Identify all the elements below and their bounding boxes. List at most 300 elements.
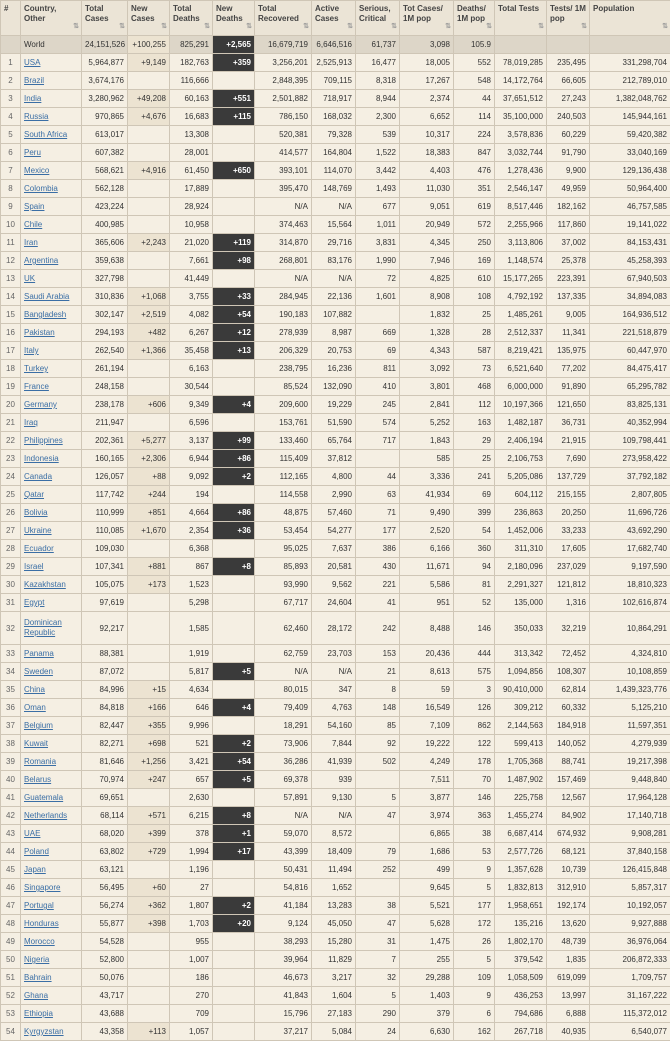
cell-country[interactable] (21, 126, 82, 144)
country-link[interactable]: Italy (24, 346, 39, 355)
cell-serious-critical: 63 (356, 486, 400, 504)
header-total-tests[interactable] (495, 1, 547, 36)
country-link[interactable]: Portugal (24, 901, 54, 910)
cell-country[interactable] (21, 771, 82, 789)
cell-country[interactable] (21, 540, 82, 558)
table-row (1, 198, 670, 216)
cell-total-tests: 3,578,836 (495, 126, 547, 144)
cell-total-cases: 613,017 (82, 126, 128, 144)
cell-total-deaths: 5,817 (170, 663, 213, 681)
cell-new-deaths: +99 (213, 432, 255, 450)
cell-total-recovered: 284,945 (255, 288, 312, 306)
cell-country[interactable] (21, 450, 82, 468)
cell-total-cases: 310,836 (82, 288, 128, 306)
cell-cases-per-million: 5,586 (400, 576, 454, 594)
country-link[interactable]: Peru (24, 148, 41, 157)
header-population[interactable] (590, 1, 670, 36)
cell-deaths-per-million: 162 (454, 1023, 495, 1041)
country-link[interactable]: Ukraine (24, 526, 52, 535)
cell-country[interactable] (21, 558, 82, 576)
table-row (1, 450, 670, 468)
cell-total-tests: 135,216 (495, 915, 547, 933)
cell-deaths-per-million: 52 (454, 594, 495, 612)
cell-tests-per-million: 619,099 (547, 969, 590, 987)
cell-deaths-per-million: 862 (454, 717, 495, 735)
cell-cases-per-million: 3,877 (400, 789, 454, 807)
cell-total-cases: 3,280,962 (82, 90, 128, 108)
cell-rank: 15 (1, 306, 21, 324)
cell-country[interactable] (21, 969, 82, 987)
country-link[interactable]: Belgium (24, 721, 53, 730)
cell-cases-per-million: 499 (400, 861, 454, 879)
cell-population: 40,352,994 (590, 414, 670, 432)
country-link[interactable]: South Africa (24, 130, 67, 139)
cell-total-deaths: 378 (170, 825, 213, 843)
country-link[interactable]: Canada (24, 472, 52, 481)
cell-country[interactable] (21, 807, 82, 825)
cell-total-deaths: 13,308 (170, 126, 213, 144)
cell-cases-per-million: 19,222 (400, 735, 454, 753)
country-link[interactable]: Panama (24, 649, 54, 658)
cell-country[interactable] (21, 897, 82, 915)
cell-population: 9,197,590 (590, 558, 670, 576)
cell-total-recovered: 38,293 (255, 933, 312, 951)
header-label: Population (593, 4, 634, 13)
cell-cases-per-million: 1,475 (400, 933, 454, 951)
cell-tests-per-million: 6,888 (547, 1005, 590, 1023)
cell-country[interactable] (21, 306, 82, 324)
cell-new-cases: +482 (128, 324, 170, 342)
country-link[interactable]: Kuwait (24, 739, 48, 748)
cell-country[interactable] (21, 36, 82, 54)
cell-new-deaths: +650 (213, 162, 255, 180)
cell-total-deaths: 6,215 (170, 807, 213, 825)
table-row (1, 414, 670, 432)
header-deaths-per-million[interactable] (454, 1, 495, 36)
cell-total-recovered: 520,381 (255, 126, 312, 144)
cell-new-deaths (213, 414, 255, 432)
header-total-recovered[interactable] (255, 1, 312, 36)
country-link[interactable]: Egypt (24, 598, 44, 607)
cell-total-recovered: 50,431 (255, 861, 312, 879)
sort-arrows-icon[interactable]: ⇅ (662, 22, 668, 32)
cell-population: 17,140,718 (590, 807, 670, 825)
cell-tests-per-million: 66,605 (547, 72, 590, 90)
header-total-cases[interactable] (82, 1, 128, 36)
cell-total-recovered: 85,893 (255, 558, 312, 576)
country-link[interactable]: Netherlands (24, 811, 67, 820)
header-label: New Deaths (216, 4, 243, 23)
cell-serious-critical: 1,493 (356, 180, 400, 198)
country-link[interactable]: World (24, 40, 45, 49)
cell-serious-critical: 717 (356, 432, 400, 450)
cell-new-deaths (213, 645, 255, 663)
country-link[interactable]: Kyrgyzstan (24, 1027, 64, 1036)
cell-cases-per-million: 3,974 (400, 807, 454, 825)
cell-country[interactable] (21, 699, 82, 717)
cell-country[interactable] (21, 645, 82, 663)
cell-country[interactable] (21, 789, 82, 807)
cell-rank: 22 (1, 432, 21, 450)
cell-country[interactable] (21, 468, 82, 486)
cell-country[interactable] (21, 612, 82, 645)
cell-country[interactable] (21, 360, 82, 378)
cell-country[interactable] (21, 915, 82, 933)
cell-active-cases: 15,564 (312, 216, 356, 234)
cell-serious-critical: 252 (356, 861, 400, 879)
cell-total-tests: 3,113,806 (495, 234, 547, 252)
cell-active-cases: 1,652 (312, 879, 356, 897)
sort-arrows-icon[interactable]: ⇅ (445, 22, 451, 32)
cell-deaths-per-million: 146 (454, 612, 495, 645)
cell-total-recovered: 133,460 (255, 432, 312, 450)
cell-serious-critical: 539 (356, 126, 400, 144)
country-link[interactable]: China (24, 685, 45, 694)
cell-new-deaths: +98 (213, 252, 255, 270)
sort-arrows-icon[interactable]: ⇅ (391, 22, 397, 32)
country-link[interactable]: Brazil (24, 76, 44, 85)
country-link[interactable]: Philippines (24, 436, 63, 445)
cell-active-cases: 16,236 (312, 360, 356, 378)
cell-total-deaths: 5,298 (170, 594, 213, 612)
country-link[interactable]: Turkey (24, 364, 48, 373)
country-link[interactable]: Germany (24, 400, 57, 409)
cell-country[interactable] (21, 951, 82, 969)
country-link[interactable]: UK (24, 274, 35, 283)
sort-arrows-icon[interactable]: ⇅ (303, 22, 309, 32)
country-link[interactable]: Singapore (24, 883, 60, 892)
country-link[interactable]: Ecuador (24, 544, 54, 553)
cell-tests-per-million: 135,975 (547, 342, 590, 360)
cell-new-cases: +113 (128, 1023, 170, 1041)
cell-deaths-per-million: 444 (454, 645, 495, 663)
cell-cases-per-million: 379 (400, 1005, 454, 1023)
cell-deaths-per-million: 38 (454, 825, 495, 843)
header-label: Active Cases (315, 4, 339, 23)
country-link[interactable]: Guatemala (24, 793, 63, 802)
country-link[interactable]: Sweden (24, 667, 53, 676)
cell-total-cases: 92,217 (82, 612, 128, 645)
cell-country[interactable] (21, 861, 82, 879)
country-link[interactable]: Pakistan (24, 328, 55, 337)
cell-new-cases (128, 951, 170, 969)
table-row (1, 90, 670, 108)
cell-country[interactable] (21, 414, 82, 432)
cell-rank: 20 (1, 396, 21, 414)
country-link[interactable]: UAE (24, 829, 40, 838)
sort-arrows-icon[interactable]: ⇅ (246, 22, 252, 32)
country-link[interactable]: Oman (24, 703, 46, 712)
cell-total-tests: 313,342 (495, 645, 547, 663)
cell-serious-critical: 61,737 (356, 36, 400, 54)
cell-country[interactable] (21, 54, 82, 72)
cell-serious-critical: 177 (356, 522, 400, 540)
header-new-deaths[interactable] (213, 1, 255, 36)
cell-total-tests: 311,310 (495, 540, 547, 558)
cell-country[interactable] (21, 432, 82, 450)
cell-deaths-per-million: 172 (454, 915, 495, 933)
cell-country[interactable] (21, 594, 82, 612)
cell-country[interactable] (21, 825, 82, 843)
cell-active-cases: 29,716 (312, 234, 356, 252)
country-link[interactable]: Bolivia (24, 508, 48, 517)
cell-new-deaths: +36 (213, 522, 255, 540)
cell-country[interactable] (21, 879, 82, 897)
country-link[interactable]: Colombia (24, 184, 58, 193)
cell-active-cases: 5,084 (312, 1023, 356, 1041)
header-cases-per-million[interactable] (400, 1, 454, 36)
cell-cases-per-million: 4,343 (400, 342, 454, 360)
cell-total-cases: 81,646 (82, 753, 128, 771)
country-link[interactable]: Morocco (24, 937, 55, 946)
country-link[interactable]: Poland (24, 847, 49, 856)
cell-total-tests: 2,546,147 (495, 180, 547, 198)
country-link[interactable]: Dominican Republic (24, 618, 78, 638)
sort-arrows-icon[interactable]: ⇅ (581, 22, 587, 32)
cell-total-cases: 261,194 (82, 360, 128, 378)
table-row (1, 735, 670, 753)
sort-arrows-icon[interactable]: ⇅ (204, 22, 210, 32)
country-link[interactable]: Ethiopia (24, 1009, 53, 1018)
cell-total-recovered: 18,291 (255, 717, 312, 735)
cell-total-deaths: 28,924 (170, 198, 213, 216)
cell-rank: 24 (1, 468, 21, 486)
cell-total-tests: 1,278,436 (495, 162, 547, 180)
cell-serious-critical: 92 (356, 735, 400, 753)
world-row (1, 36, 670, 54)
sort-arrows-icon[interactable]: ⇅ (486, 22, 492, 32)
country-link[interactable]: Spain (24, 202, 44, 211)
cell-serious-critical: 79 (356, 843, 400, 861)
cell-country[interactable] (21, 717, 82, 735)
cell-tests-per-million: 11,341 (547, 324, 590, 342)
cell-country[interactable] (21, 216, 82, 234)
cell-country[interactable] (21, 234, 82, 252)
cell-total-deaths: 1,585 (170, 612, 213, 645)
cell-serious-critical: 71 (356, 504, 400, 522)
country-link[interactable]: Chile (24, 220, 42, 229)
cell-new-deaths (213, 594, 255, 612)
country-link[interactable]: Bangladesh (24, 310, 66, 319)
cell-total-recovered: 115,409 (255, 450, 312, 468)
country-link[interactable]: Saudi Arabia (24, 292, 69, 301)
header-label: Serious, Critical (359, 4, 391, 23)
cell-total-recovered: 93,990 (255, 576, 312, 594)
cell-country[interactable] (21, 288, 82, 306)
cell-country[interactable] (21, 180, 82, 198)
cell-cases-per-million: 3,336 (400, 468, 454, 486)
cell-deaths-per-million: 81 (454, 576, 495, 594)
header-active-cases[interactable] (312, 1, 356, 36)
cell-cases-per-million: 17,267 (400, 72, 454, 90)
cell-country[interactable] (21, 987, 82, 1005)
cell-country[interactable] (21, 576, 82, 594)
country-link[interactable]: Mexico (24, 166, 49, 175)
cell-rank (1, 36, 21, 54)
cell-serious-critical: 290 (356, 1005, 400, 1023)
table-row (1, 825, 670, 843)
country-link[interactable]: Qatar (24, 490, 44, 499)
cell-rank: 37 (1, 717, 21, 735)
country-link[interactable]: Argentina (24, 256, 58, 265)
cell-total-deaths: 17,889 (170, 180, 213, 198)
cell-tests-per-million: 91,890 (547, 378, 590, 396)
header-total-deaths[interactable] (170, 1, 213, 36)
sort-arrows-icon[interactable]: ⇅ (119, 22, 125, 32)
cell-deaths-per-million: 575 (454, 663, 495, 681)
cell-country[interactable] (21, 90, 82, 108)
cell-rank: 8 (1, 180, 21, 198)
country-link[interactable]: Honduras (24, 919, 59, 928)
cell-new-deaths: +5 (213, 771, 255, 789)
cell-total-deaths: 4,082 (170, 306, 213, 324)
cell-cases-per-million: 1,403 (400, 987, 454, 1005)
cell-country[interactable] (21, 522, 82, 540)
cell-total-tests: 15,177,265 (495, 270, 547, 288)
cell-tests-per-million: 235,495 (547, 54, 590, 72)
cell-new-cases: +1,256 (128, 753, 170, 771)
cell-country[interactable] (21, 72, 82, 90)
cell-population: 31,167,222 (590, 987, 670, 1005)
cell-cases-per-million: 11,030 (400, 180, 454, 198)
table-row (1, 699, 670, 717)
cell-population: 10,864,291 (590, 612, 670, 645)
country-link[interactable]: Bahrain (24, 973, 52, 982)
cell-serious-critical: 47 (356, 807, 400, 825)
cell-country[interactable] (21, 843, 82, 861)
cell-country[interactable] (21, 396, 82, 414)
header-rank[interactable] (1, 1, 21, 36)
cell-total-cases: 248,158 (82, 378, 128, 396)
cell-cases-per-million: 585 (400, 450, 454, 468)
cell-new-deaths (213, 612, 255, 645)
country-link[interactable]: USA (24, 58, 40, 67)
cell-total-recovered: 268,801 (255, 252, 312, 270)
cell-tests-per-million: 157,469 (547, 771, 590, 789)
country-link[interactable]: Romania (24, 757, 56, 766)
cell-country[interactable] (21, 144, 82, 162)
cell-new-deaths: +54 (213, 753, 255, 771)
cell-country[interactable] (21, 504, 82, 522)
cell-population: 34,894,083 (590, 288, 670, 306)
table-row (1, 897, 670, 915)
cell-country[interactable] (21, 1005, 82, 1023)
cell-country[interactable] (21, 486, 82, 504)
cell-country[interactable] (21, 324, 82, 342)
cell-total-tests: 1,357,628 (495, 861, 547, 879)
cell-total-deaths: 867 (170, 558, 213, 576)
cell-tests-per-million: 121,812 (547, 576, 590, 594)
cell-cases-per-million: 20,949 (400, 216, 454, 234)
cell-cases-per-million: 7,511 (400, 771, 454, 789)
header-label: Total Recovered (258, 4, 299, 23)
cell-new-deaths (213, 789, 255, 807)
cell-country[interactable] (21, 933, 82, 951)
country-link[interactable]: Japan (24, 865, 46, 874)
cell-new-deaths: +359 (213, 54, 255, 72)
country-link[interactable]: Israel (24, 562, 44, 571)
cell-country[interactable] (21, 108, 82, 126)
cell-tests-per-million: 77,202 (547, 360, 590, 378)
cell-deaths-per-million: 552 (454, 54, 495, 72)
cell-total-tests: 135,000 (495, 594, 547, 612)
cell-total-cases: 56,274 (82, 897, 128, 915)
cell-cases-per-million: 59 (400, 681, 454, 699)
country-link[interactable]: Iraq (24, 418, 38, 427)
cell-cases-per-million: 9,490 (400, 504, 454, 522)
cell-cases-per-million: 951 (400, 594, 454, 612)
cell-total-tests: 1,455,274 (495, 807, 547, 825)
cell-new-cases (128, 72, 170, 90)
cell-country[interactable] (21, 342, 82, 360)
sort-arrows-icon[interactable]: ⇅ (347, 22, 353, 32)
country-link[interactable]: Iran (24, 238, 38, 247)
cell-country[interactable] (21, 252, 82, 270)
cell-active-cases: 718,917 (312, 90, 356, 108)
cell-cases-per-million: 7,109 (400, 717, 454, 735)
cell-total-tests: 436,253 (495, 987, 547, 1005)
cell-country[interactable] (21, 378, 82, 396)
cell-new-deaths (213, 540, 255, 558)
table-row (1, 306, 670, 324)
cell-serious-critical: 44 (356, 468, 400, 486)
country-link[interactable]: Nigeria (24, 955, 49, 964)
header-tests-per-million[interactable] (547, 1, 590, 36)
cell-new-cases (128, 645, 170, 663)
cell-active-cases: 2,990 (312, 486, 356, 504)
country-link[interactable]: Belarus (24, 775, 51, 784)
header-country[interactable] (21, 1, 82, 36)
cell-deaths-per-million: 109 (454, 969, 495, 987)
sort-arrows-icon[interactable]: ⇅ (73, 22, 79, 32)
table-row (1, 717, 670, 735)
table-row (1, 522, 670, 540)
cell-country[interactable] (21, 753, 82, 771)
cell-total-deaths: 6,267 (170, 324, 213, 342)
cell-new-deaths (213, 378, 255, 396)
cell-population: 1,439,323,776 (590, 681, 670, 699)
cell-country[interactable] (21, 198, 82, 216)
cell-new-deaths: +1 (213, 825, 255, 843)
country-link[interactable]: India (24, 94, 41, 103)
cell-country[interactable] (21, 663, 82, 681)
cell-total-tests: 2,180,096 (495, 558, 547, 576)
country-link[interactable]: Indonesia (24, 454, 59, 463)
sort-arrows-icon[interactable]: ⇅ (538, 22, 544, 32)
cell-country[interactable] (21, 735, 82, 753)
cell-country[interactable] (21, 270, 82, 288)
cell-population: 36,976,064 (590, 933, 670, 951)
cell-deaths-per-million: 548 (454, 72, 495, 90)
cell-total-cases: 400,985 (82, 216, 128, 234)
table-row (1, 594, 670, 612)
cell-country[interactable] (21, 681, 82, 699)
header-serious-critical[interactable] (356, 1, 400, 36)
country-link[interactable]: France (24, 382, 49, 391)
country-link[interactable]: Russia (24, 112, 48, 121)
cell-new-deaths: +2,565 (213, 36, 255, 54)
cell-deaths-per-million: 9 (454, 861, 495, 879)
cell-country[interactable] (21, 162, 82, 180)
cell-total-tests: 2,512,337 (495, 324, 547, 342)
cell-new-deaths (213, 879, 255, 897)
country-link[interactable]: Ghana (24, 991, 48, 1000)
sort-arrows-icon[interactable]: ⇅ (161, 22, 167, 32)
header-new-cases[interactable] (128, 1, 170, 36)
country-link[interactable]: Kazakhstan (24, 580, 66, 589)
table-row (1, 144, 670, 162)
cell-total-recovered: 53,454 (255, 522, 312, 540)
